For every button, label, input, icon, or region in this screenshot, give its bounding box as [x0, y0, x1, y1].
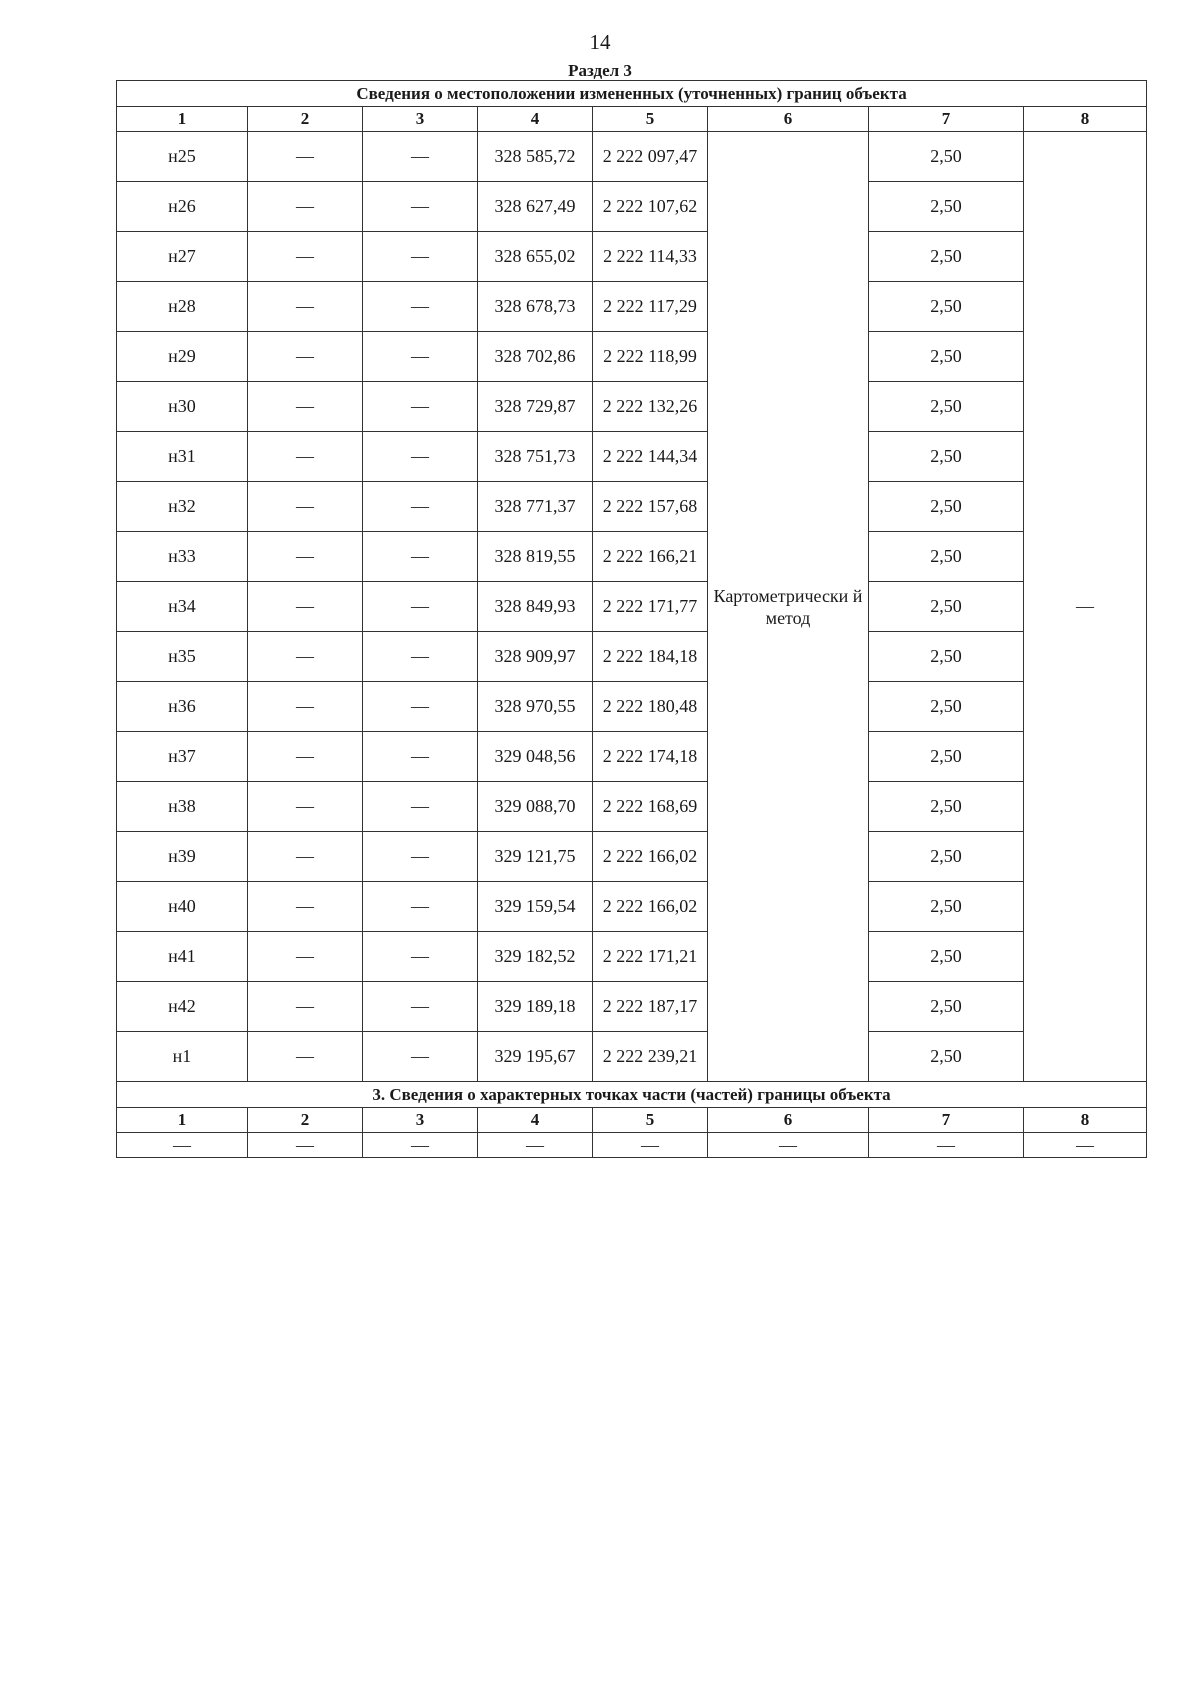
accuracy-cell: 2,50 [869, 132, 1024, 182]
section3-column-number-row [117, 1108, 1147, 1133]
accuracy-cell: 2,50 [869, 432, 1024, 482]
column-number: 2 [248, 107, 363, 132]
x-coordinate-cell: 328 678,73 [478, 282, 593, 332]
x-coordinate-cell: 329 195,67 [478, 1032, 593, 1082]
column-number: 6 [708, 107, 869, 132]
col2-cell: — [248, 232, 363, 282]
col2-cell: — [248, 1032, 363, 1082]
col2-cell: — [248, 182, 363, 232]
col3-cell: — [363, 932, 478, 982]
section3-empty-row [117, 1133, 1147, 1158]
x-coordinate-cell: 329 048,56 [478, 732, 593, 782]
point-cell: н30 [117, 382, 248, 432]
empty-cell: — [117, 1133, 248, 1158]
table-row [117, 582, 1147, 632]
accuracy-cell: 2,50 [869, 232, 1024, 282]
table-row [117, 382, 1147, 432]
y-coordinate-cell: 2 222 132,26 [593, 382, 708, 432]
table-title: Сведения о местоположении измененных (уточненных) границ объекта [117, 81, 1147, 107]
col3-cell: — [363, 832, 478, 882]
point-cell: н38 [117, 782, 248, 832]
y-coordinate-cell: 2 222 171,77 [593, 582, 708, 632]
point-cell: н31 [117, 432, 248, 482]
x-coordinate-cell: 328 655,02 [478, 232, 593, 282]
table-row [117, 782, 1147, 832]
column-number: 3 [363, 107, 478, 132]
accuracy-cell: 2,50 [869, 932, 1024, 982]
point-cell: н35 [117, 632, 248, 682]
column-number: 5 [593, 1108, 708, 1133]
point-cell: н40 [117, 882, 248, 932]
col3-cell: — [363, 782, 478, 832]
empty-cell: — [593, 1133, 708, 1158]
point-cell: н34 [117, 582, 248, 632]
col2-cell: — [248, 782, 363, 832]
table-row [117, 832, 1147, 882]
x-coordinate-cell: 328 729,87 [478, 382, 593, 432]
x-coordinate-cell: 329 189,18 [478, 982, 593, 1032]
x-coordinate-cell: 328 849,93 [478, 582, 593, 632]
col3-cell: — [363, 332, 478, 382]
table-row [117, 982, 1147, 1032]
col3-cell: — [363, 632, 478, 682]
col2-cell: — [248, 982, 363, 1032]
point-cell: н29 [117, 332, 248, 382]
accuracy-cell: 2,50 [869, 1032, 1024, 1082]
section3-title: 3. Сведения о характерных точках части (частей) границы объекта [117, 1082, 1147, 1108]
col2-cell: — [248, 932, 363, 982]
col3-cell: — [363, 682, 478, 732]
table-row [117, 632, 1147, 682]
point-cell: н39 [117, 832, 248, 882]
accuracy-cell: 2,50 [869, 682, 1024, 732]
col2-cell: — [248, 432, 363, 482]
point-cell: н27 [117, 232, 248, 282]
col2-cell: — [248, 682, 363, 732]
col3-cell: — [363, 482, 478, 532]
table-row [117, 932, 1147, 982]
col3-cell: — [363, 182, 478, 232]
table-row [117, 232, 1147, 282]
method-cell: Картометрически й метод [708, 132, 869, 1082]
point-cell: н32 [117, 482, 248, 532]
col2-cell: — [248, 282, 363, 332]
x-coordinate-cell: 329 159,54 [478, 882, 593, 932]
column-number: 1 [117, 1108, 248, 1133]
col3-cell: — [363, 982, 478, 1032]
x-coordinate-cell: 328 819,55 [478, 532, 593, 582]
empty-cell: — [478, 1133, 593, 1158]
column-number: 6 [708, 1108, 869, 1133]
col2-cell: — [248, 732, 363, 782]
column-number: 4 [478, 107, 593, 132]
y-coordinate-cell: 2 222 117,29 [593, 282, 708, 332]
x-coordinate-cell: 328 627,49 [478, 182, 593, 232]
table-row [117, 532, 1147, 582]
section-title: Раздел 3 [568, 61, 632, 80]
y-coordinate-cell: 2 222 144,34 [593, 432, 708, 482]
col2-cell: — [248, 632, 363, 682]
table-row [117, 282, 1147, 332]
empty-cell: — [248, 1133, 363, 1158]
col2-cell: — [248, 882, 363, 932]
point-cell: н1 [117, 1032, 248, 1082]
table-row [117, 132, 1147, 182]
accuracy-cell: 2,50 [869, 582, 1024, 632]
col3-cell: — [363, 532, 478, 582]
col2-cell: — [248, 532, 363, 582]
col3-cell: — [363, 732, 478, 782]
column-number: 8 [1024, 1108, 1147, 1133]
point-cell: н41 [117, 932, 248, 982]
point-cell: н36 [117, 682, 248, 732]
y-coordinate-cell: 2 222 118,99 [593, 332, 708, 382]
column-number: 5 [593, 107, 708, 132]
col2-cell: — [248, 132, 363, 182]
x-coordinate-cell: 328 771,37 [478, 482, 593, 532]
accuracy-cell: 2,50 [869, 182, 1024, 232]
col3-cell: — [363, 882, 478, 932]
y-coordinate-cell: 2 222 166,02 [593, 832, 708, 882]
x-coordinate-cell: 328 909,97 [478, 632, 593, 682]
col2-cell: — [248, 582, 363, 632]
accuracy-cell: 2,50 [869, 382, 1024, 432]
accuracy-cell: 2,50 [869, 332, 1024, 382]
col3-cell: — [363, 232, 478, 282]
column-number: 1 [117, 107, 248, 132]
accuracy-cell: 2,50 [869, 882, 1024, 932]
point-cell: н25 [117, 132, 248, 182]
col2-cell: — [248, 482, 363, 532]
y-coordinate-cell: 2 222 239,21 [593, 1032, 708, 1082]
y-coordinate-cell: 2 222 184,18 [593, 632, 708, 682]
y-coordinate-cell: 2 222 171,21 [593, 932, 708, 982]
column-number-row [117, 107, 1147, 132]
empty-cell: — [708, 1133, 869, 1158]
empty-cell: — [1024, 1133, 1147, 1158]
x-coordinate-cell: 329 088,70 [478, 782, 593, 832]
col2-cell: — [248, 332, 363, 382]
page-number: 14 [589, 30, 611, 54]
accuracy-cell: 2,50 [869, 732, 1024, 782]
col2-cell: — [248, 382, 363, 432]
x-coordinate-cell: 328 585,72 [478, 132, 593, 182]
col3-cell: — [363, 1032, 478, 1082]
x-coordinate-cell: 328 751,73 [478, 432, 593, 482]
x-coordinate-cell: 328 702,86 [478, 332, 593, 382]
point-cell: н33 [117, 532, 248, 582]
col3-cell: — [363, 432, 478, 482]
y-coordinate-cell: 2 222 174,18 [593, 732, 708, 782]
y-coordinate-cell: 2 222 166,21 [593, 532, 708, 582]
col2-cell: — [248, 832, 363, 882]
column-number: 7 [869, 107, 1024, 132]
y-coordinate-cell: 2 222 107,62 [593, 182, 708, 232]
col8-cell: — [1024, 132, 1147, 1082]
y-coordinate-cell: 2 222 097,47 [593, 132, 708, 182]
y-coordinate-cell: 2 222 187,17 [593, 982, 708, 1032]
accuracy-cell: 2,50 [869, 632, 1024, 682]
column-number: 2 [248, 1108, 363, 1133]
y-coordinate-cell: 2 222 114,33 [593, 232, 708, 282]
x-coordinate-cell: 329 121,75 [478, 832, 593, 882]
col3-cell: — [363, 132, 478, 182]
col3-cell: — [363, 382, 478, 432]
coordinates-table [116, 80, 1147, 1158]
table-row [117, 182, 1147, 232]
table-row [117, 682, 1147, 732]
point-cell: н42 [117, 982, 248, 1032]
accuracy-cell: 2,50 [869, 982, 1024, 1032]
accuracy-cell: 2,50 [869, 832, 1024, 882]
accuracy-cell: 2,50 [869, 282, 1024, 332]
table-row [117, 1032, 1147, 1082]
accuracy-cell: 2,50 [869, 482, 1024, 532]
y-coordinate-cell: 2 222 157,68 [593, 482, 708, 532]
col3-cell: — [363, 282, 478, 332]
empty-cell: — [363, 1133, 478, 1158]
column-number: 3 [363, 1108, 478, 1133]
col3-cell: — [363, 582, 478, 632]
y-coordinate-cell: 2 222 168,69 [593, 782, 708, 832]
point-cell: н26 [117, 182, 248, 232]
y-coordinate-cell: 2 222 180,48 [593, 682, 708, 732]
column-number: 4 [478, 1108, 593, 1133]
table-row [117, 732, 1147, 782]
point-cell: н37 [117, 732, 248, 782]
accuracy-cell: 2,50 [869, 782, 1024, 832]
table-row [117, 482, 1147, 532]
accuracy-cell: 2,50 [869, 532, 1024, 582]
y-coordinate-cell: 2 222 166,02 [593, 882, 708, 932]
column-number: 7 [869, 1108, 1024, 1133]
table-row [117, 432, 1147, 482]
table-row [117, 882, 1147, 932]
x-coordinate-cell: 328 970,55 [478, 682, 593, 732]
x-coordinate-cell: 329 182,52 [478, 932, 593, 982]
empty-cell: — [869, 1133, 1024, 1158]
point-cell: н28 [117, 282, 248, 332]
column-number: 8 [1024, 107, 1147, 132]
table-row [117, 332, 1147, 382]
